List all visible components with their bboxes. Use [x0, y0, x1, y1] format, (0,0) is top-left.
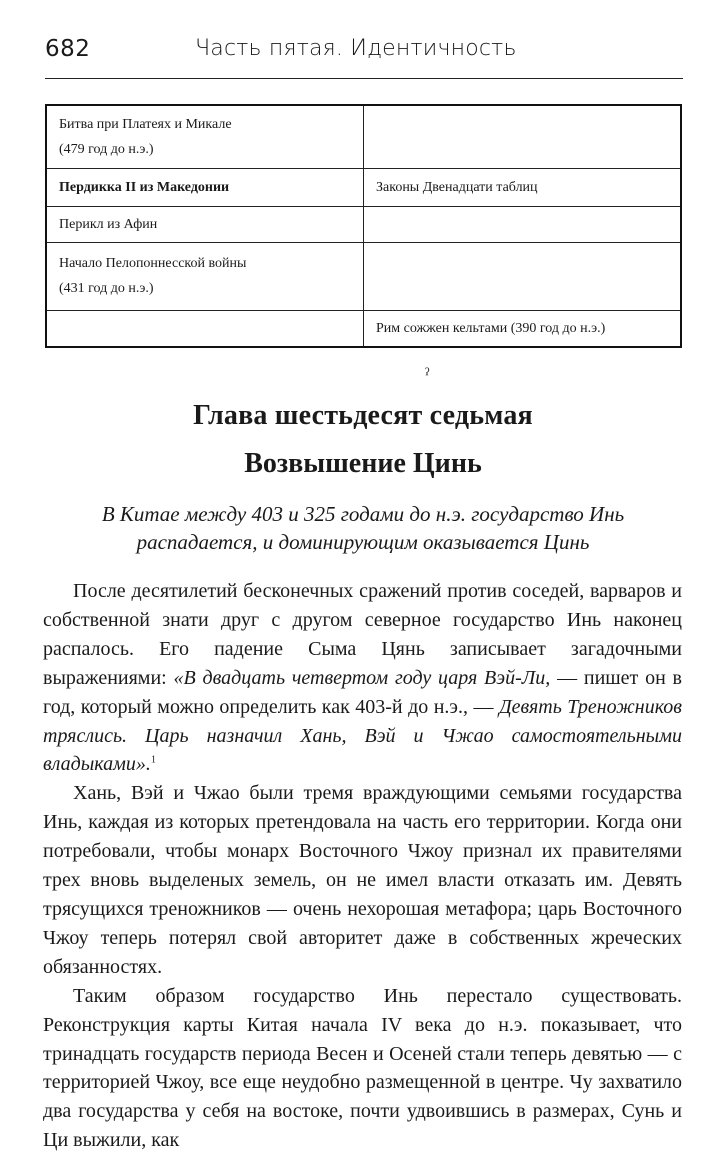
paragraph: После десятилетий бесконечных сражений против соседей, варваров и собственной знати друг с другом северное государство Инь наконец распалось. Его падение Сыма Цянь записывает загадочными выражениями: «В двадцать четвертом году царя Вэй-Ли, — пишет он в год, который можно определить как 403-й до н.э., — Девять Треножников тряслись. Царь назначил Хань, Вэй и Чжао самостоятельными владыками».$^1$: [43, 580, 682, 776]
table-row: [46, 310, 681, 347]
table-row: [46, 105, 681, 168]
paragraph: Таким образом государство Инь перестало существовать. Реконструкция карты Китая начала IV века до н.э. показывает, что тринадцать государств периода Весен и Осеней стали теперь девятью — с территорией Чжоу, все еще неудобно размещенной в центре. Чу захватило два государства у себя на востоке, почти удвоившись в размерах, Сунь и Ци выжили, как: [43, 984, 682, 1152]
table-cell-left: Перикл из Афин: [46, 206, 364, 242]
table-cell-left: [46, 310, 364, 347]
running-title: Часть пятая. Идентичность: [195, 36, 517, 61]
running-header: [45, 30, 683, 79]
table-row: [46, 206, 681, 242]
table-cell-right: Законы Двенадцати таблиц: [364, 168, 682, 206]
page-number: 682: [45, 36, 91, 62]
table-cell-right: [364, 242, 682, 310]
quote: «В двадцать четвертом году царя Вэй-Ли,: [173, 666, 551, 689]
paragraph: Хань, Вэй и Чжао были тремя враждующими семьями государства Инь, каждая из которых претендовала на часть его территории. Когда они потребовали, чтобы монарх Восточного Чжоу признал их правителями трех вновь выделеных земель, он не имел власти отказать им. Девять трясущихся треножников — очень нехорошая метафора; царь Восточного Чжоу теперь потерял свой авторитет даже в собственных жреческих обязанностях.: [43, 782, 682, 978]
table-cell-left: Пердикка II из Македонии: [46, 168, 364, 206]
table-cell-right: Рим сожжен кельтами (390 год до н.э.): [364, 310, 682, 347]
chapter-subtitle: В Китае между 403 и 325 годами до н.э. государство Инь распадается, и доминирующим оказывается Цинь: [101, 502, 625, 554]
table-cell-left: Битва при Платеях и Микале (479 год до н.э.): [46, 105, 364, 168]
table-cell-right: [364, 206, 682, 242]
timeline-table: [45, 104, 682, 348]
chapter-number: Глава шестьдесят седьмая: [193, 400, 533, 431]
quote: Девять Треножников тряслись. Царь назначил Хань, Вэй и Чжао самостоятельными владыками».: [43, 695, 682, 776]
table-row: [46, 168, 681, 206]
table-cell-right: [364, 105, 682, 168]
chapter-title: Возвышение Цинь: [244, 448, 482, 479]
table-row: [46, 242, 681, 310]
body-text: [43, 577, 682, 1155]
footnote-reference[interactable]: 1: [150, 754, 156, 766]
ornament-mark: ˀ: [425, 364, 430, 384]
table-cell-left: Начало Пелопоннесской войны (431 год до н.э.): [46, 242, 364, 310]
